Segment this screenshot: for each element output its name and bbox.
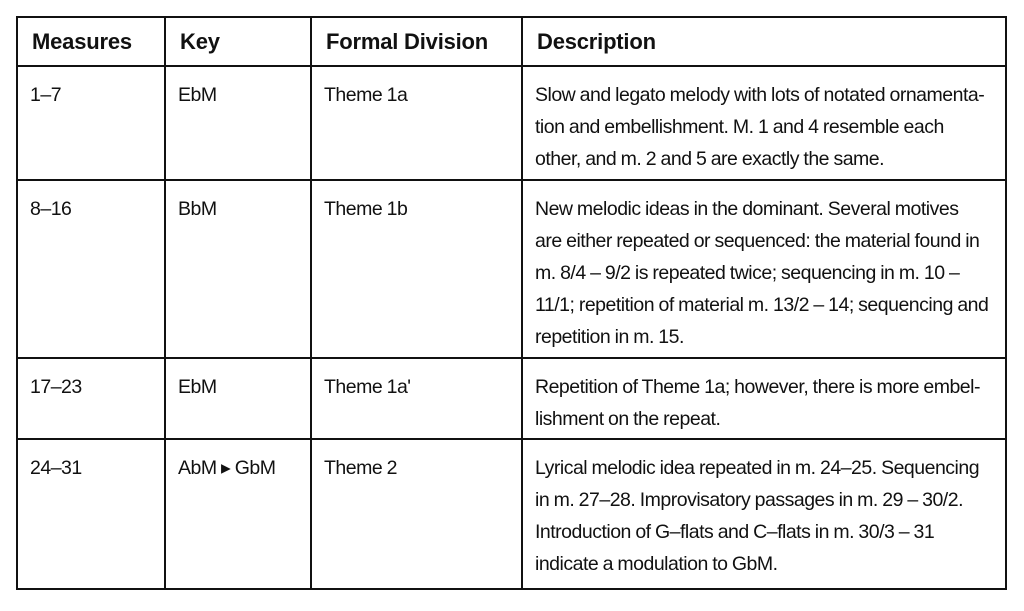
analysis-table-container <box>16 16 1005 590</box>
header-row <box>17 17 1006 66</box>
header-measures: Measures <box>17 17 165 66</box>
cell-formal-division: Theme 1a <box>311 66 522 180</box>
cell-formal-division: Theme 1b <box>311 180 522 358</box>
cell-key: AbM ▸ GbM <box>165 439 311 589</box>
cell-description: Repetition of Theme 1a; however, there is more embel-lishment on the repeat. <box>522 358 1006 439</box>
cell-description: Lyrical melodic idea repeated in m. 24–25. Sequencing in m. 27–28. Improvisatory passages in m. 29 – 30/2. Introduction of G–flats and C–flats in m. 30/3 – 31 indicate a modulation to GbM. <box>522 439 1006 589</box>
table-row <box>17 439 1006 589</box>
cell-measures: 24–31 <box>17 439 165 589</box>
header-description: Description <box>522 17 1006 66</box>
cell-formal-division: Theme 1a' <box>311 358 522 439</box>
table-row <box>17 66 1006 180</box>
cell-description: Slow and legato melody with lots of notated ornamenta-tion and embellishment. M. 1 and 4 resemble each other, and m. 2 and 5 are exactly the same. <box>522 66 1006 180</box>
header-key: Key <box>165 17 311 66</box>
table-row <box>17 358 1006 439</box>
table-row <box>17 180 1006 358</box>
form-analysis-table <box>16 16 1007 590</box>
cell-description: New melodic ideas in the dominant. Several motives are either repeated or sequenced: the material found in m. 8/4 – 9/2 is repeated twice; sequencing in m. 10 – 11/1; repetition of material m. 13/2 – 14; sequencing and repetition in m. 15. <box>522 180 1006 358</box>
cell-measures: 17–23 <box>17 358 165 439</box>
cell-key: EbM <box>165 358 311 439</box>
cell-measures: 8–16 <box>17 180 165 358</box>
cell-formal-division: Theme 2 <box>311 439 522 589</box>
cell-measures: 1–7 <box>17 66 165 180</box>
header-formal-division: Formal Division <box>311 17 522 66</box>
cell-key: EbM <box>165 66 311 180</box>
cell-key: BbM <box>165 180 311 358</box>
